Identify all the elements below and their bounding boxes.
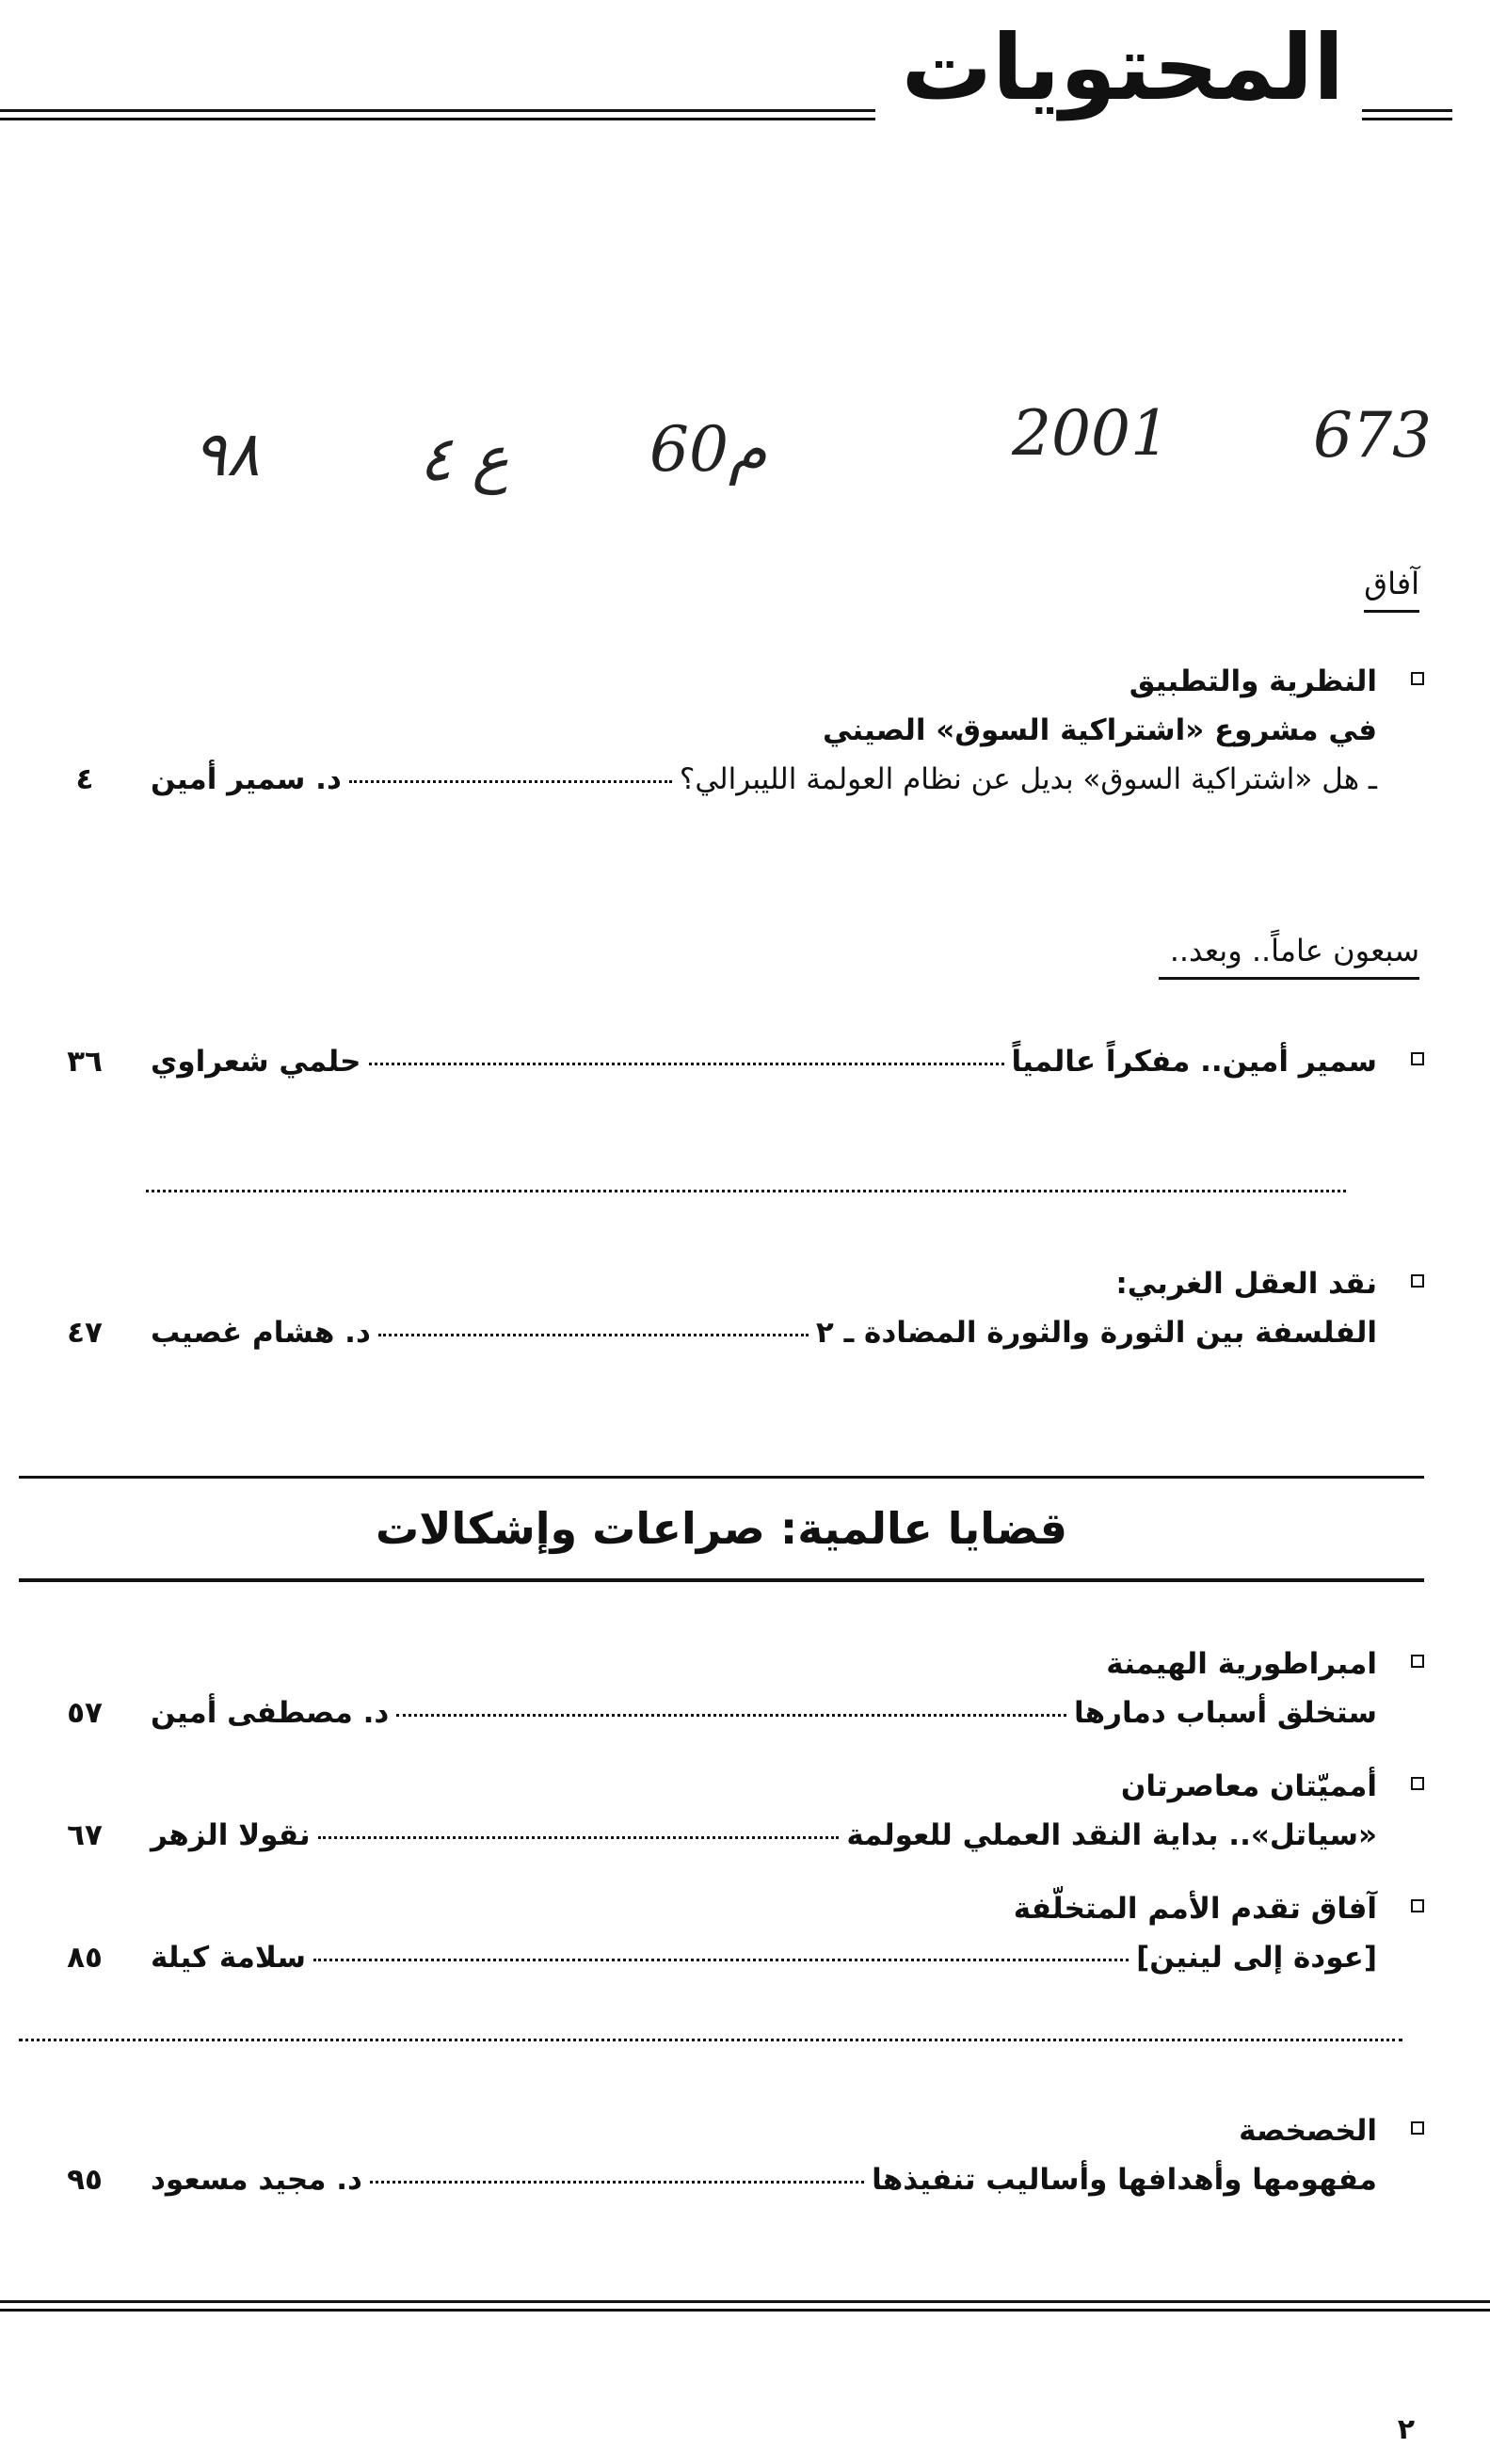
- dot-leader: [318, 1836, 840, 1839]
- entry-title: مفهومها وأهدافها وأساليب تنفيذها: [872, 2163, 1377, 2197]
- entry-title-line: [151, 1688, 1377, 1737]
- entry-title: سمير أمين.. مفكراً عالمياً: [1011, 1045, 1377, 1079]
- entry-title: ـ هل «اشتراكية السوق» بديل عن نظام العولمة الليبرالي؟: [679, 762, 1377, 796]
- section-banner: [19, 1476, 1424, 1582]
- entry-line: امبراطورية الهيمنة: [1106, 1647, 1377, 1681]
- dot-leader: [349, 780, 672, 783]
- dot-leader: [396, 1714, 1066, 1717]
- dot-leader: [370, 2181, 864, 2184]
- entry-title-line: [151, 2155, 1377, 2204]
- entry-title-line: [151, 1933, 1377, 1982]
- square-bullet-icon: [1411, 672, 1424, 685]
- entry-author: د. سمير أمين: [151, 762, 342, 796]
- handwritten-note: 673: [1313, 399, 1432, 472]
- dot-leader: [313, 1959, 1129, 1961]
- entry-author: نقولا الزهر: [151, 1818, 311, 1852]
- dot-leader: [378, 1334, 809, 1336]
- square-bullet-icon: [1411, 1899, 1424, 1912]
- toc-entry[interactable]: [56, 657, 1377, 804]
- page-title: المحتويات: [901, 15, 1344, 120]
- toc-entry[interactable]: [56, 2106, 1377, 2204]
- handwritten-note: ٩٨: [193, 418, 260, 490]
- square-bullet-icon: [1411, 1655, 1424, 1668]
- dotted-separator: [19, 2039, 1402, 2041]
- handwritten-note: 60م: [649, 413, 767, 486]
- entry-page-number: ٥٧: [67, 1696, 103, 1730]
- banner-title: قضايا عالمية: صراعات وإشكالات: [375, 1503, 1068, 1554]
- section-heading: سبعون عاماً.. وبعد..: [1159, 932, 1419, 980]
- entry-title-line: [151, 755, 1377, 804]
- dotted-separator: [146, 1190, 1346, 1192]
- toc-entry[interactable]: [56, 1884, 1377, 1982]
- title-rule-right: [1362, 109, 1452, 120]
- entry-line: في مشروع «اشتراكية السوق» الصيني: [823, 713, 1377, 747]
- square-bullet-icon: [1411, 1777, 1424, 1790]
- entry-title: «سياتل».. بداية النقد العملي للعولمة: [846, 1818, 1377, 1852]
- square-bullet-icon: [1411, 1052, 1424, 1065]
- entry-author: د. مجيد مسعود: [151, 2163, 362, 2197]
- entry-page-number: ٦٧: [67, 1818, 103, 1852]
- entry-line: أمميّتان معاصرتان: [1120, 1769, 1377, 1803]
- square-bullet-icon: [1411, 2121, 1424, 2135]
- entry-page-number: ٩٥: [67, 2163, 103, 2197]
- handwritten-note: ع ٤: [419, 423, 509, 495]
- entry-page-number: ٨٥: [67, 1941, 103, 1975]
- entry-title: [عودة إلى لينين]: [1136, 1941, 1377, 1975]
- toc-entry[interactable]: [56, 1640, 1377, 1737]
- toc-entry[interactable]: [56, 1037, 1377, 1086]
- entry-title-line: [151, 1811, 1377, 1860]
- entry-author: د. هشام غصيب: [151, 1316, 371, 1350]
- square-bullet-icon: [1411, 1274, 1424, 1288]
- entry-title-line: [151, 1308, 1377, 1357]
- entry-line: الخصخصة: [1239, 2114, 1377, 2148]
- toc-entry[interactable]: [56, 1259, 1377, 1357]
- entry-author: سلامة كيلة: [151, 1941, 306, 1975]
- entry-page-number: ٣٦: [67, 1045, 103, 1079]
- section-heading: آفاق: [1364, 565, 1419, 613]
- entry-line: النظرية والتطبيق: [1129, 664, 1377, 698]
- entry-line: آفاق تقدم الأمم المتخلّفة: [1013, 1892, 1377, 1926]
- entry-title: ستخلق أسباب دمارها: [1074, 1696, 1377, 1730]
- title-rule: [0, 109, 875, 120]
- toc-entry[interactable]: [56, 1762, 1377, 1860]
- entry-title: الفلسفة بين الثورة والثورة المضادة ـ ٢: [815, 1316, 1377, 1350]
- handwritten-note: 2001: [1012, 397, 1170, 470]
- entry-author: د. مصطفى أمين: [151, 1696, 390, 1730]
- dot-leader: [369, 1063, 1004, 1065]
- entry-line: نقد العقل الغربي:: [1115, 1267, 1377, 1301]
- bottom-rule: [0, 2300, 1490, 2312]
- entry-page-number: ٤٧: [67, 1316, 103, 1350]
- entry-title-line: [151, 1037, 1377, 1086]
- page-number: ٢: [1397, 2413, 1415, 2446]
- entry-author: حلمي شعراوي: [151, 1045, 361, 1079]
- entry-page-number: ٤: [75, 762, 94, 796]
